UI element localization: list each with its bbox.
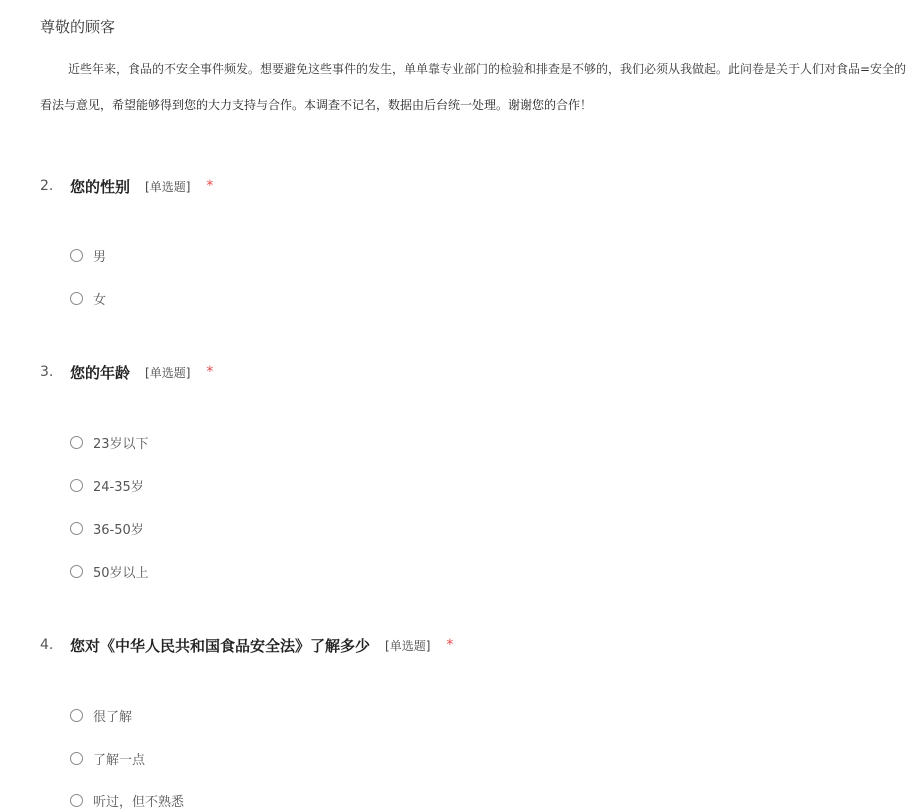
- survey-intro-line-2: 看法与意见，希望能够得到您的大力支持与合作。本调查不记名，数据由后台统一处理。谢谢您的合作！: [40, 98, 593, 112]
- option-gender-male[interactable]: [70, 246, 106, 264]
- option-label: 24-35岁: [93, 479, 144, 495]
- required-marker: *: [206, 364, 214, 380]
- radio-button[interactable]: [70, 794, 83, 807]
- survey-intro-line-1: 近些年来，食品的不安全事件频发。想要避免这些事件的发生，单单靠专业部门的检验和排查是不够的，我们必须从我做起。此问卷是关于人们对食品=安全的: [68, 62, 906, 76]
- option-label: 50岁以上: [93, 565, 149, 581]
- question-food-safety-law: [40, 633, 453, 657]
- option-law-heard-of[interactable]: [70, 791, 184, 809]
- radio-button[interactable]: [70, 292, 83, 305]
- option-law-very-familiar[interactable]: [70, 706, 132, 724]
- option-law-somewhat[interactable]: [70, 749, 145, 767]
- question-number: 3.: [40, 364, 54, 380]
- radio-button[interactable]: [70, 436, 83, 449]
- radio-button[interactable]: [70, 479, 83, 492]
- option-age-24-35[interactable]: [70, 476, 144, 494]
- question-title: 您对《中华人民共和国食品安全法》了解多少: [70, 636, 371, 655]
- option-label: 23岁以下: [93, 436, 149, 452]
- option-label: 很了解: [93, 709, 133, 725]
- option-label: 男: [93, 249, 107, 265]
- option-age-over-50[interactable]: [70, 562, 149, 580]
- radio-button[interactable]: [70, 522, 83, 535]
- radio-button[interactable]: [70, 709, 83, 722]
- question-number: 2.: [40, 178, 54, 194]
- required-marker: *: [446, 637, 454, 653]
- question-age: [40, 360, 213, 384]
- question-type-label: [单选题]: [145, 365, 191, 380]
- option-label: 女: [93, 292, 107, 308]
- option-age-36-50[interactable]: [70, 519, 144, 537]
- radio-button[interactable]: [70, 565, 83, 578]
- option-label: 36-50岁: [93, 522, 144, 538]
- question-title: 您的年龄: [70, 363, 131, 382]
- option-label: 听过，但不熟悉: [93, 794, 185, 810]
- question-gender: [40, 174, 213, 198]
- question-type-label: [单选题]: [145, 179, 191, 194]
- option-gender-female[interactable]: [70, 289, 106, 307]
- question-number: 4.: [40, 637, 54, 653]
- radio-button[interactable]: [70, 249, 83, 262]
- option-label: 了解一点: [93, 752, 146, 768]
- radio-button[interactable]: [70, 752, 83, 765]
- question-title: 您的性别: [70, 177, 131, 196]
- required-marker: *: [206, 178, 214, 194]
- question-type-label: [单选题]: [385, 638, 431, 653]
- option-age-under-23[interactable]: [70, 433, 149, 451]
- survey-greeting: 尊敬的顾客: [40, 18, 116, 36]
